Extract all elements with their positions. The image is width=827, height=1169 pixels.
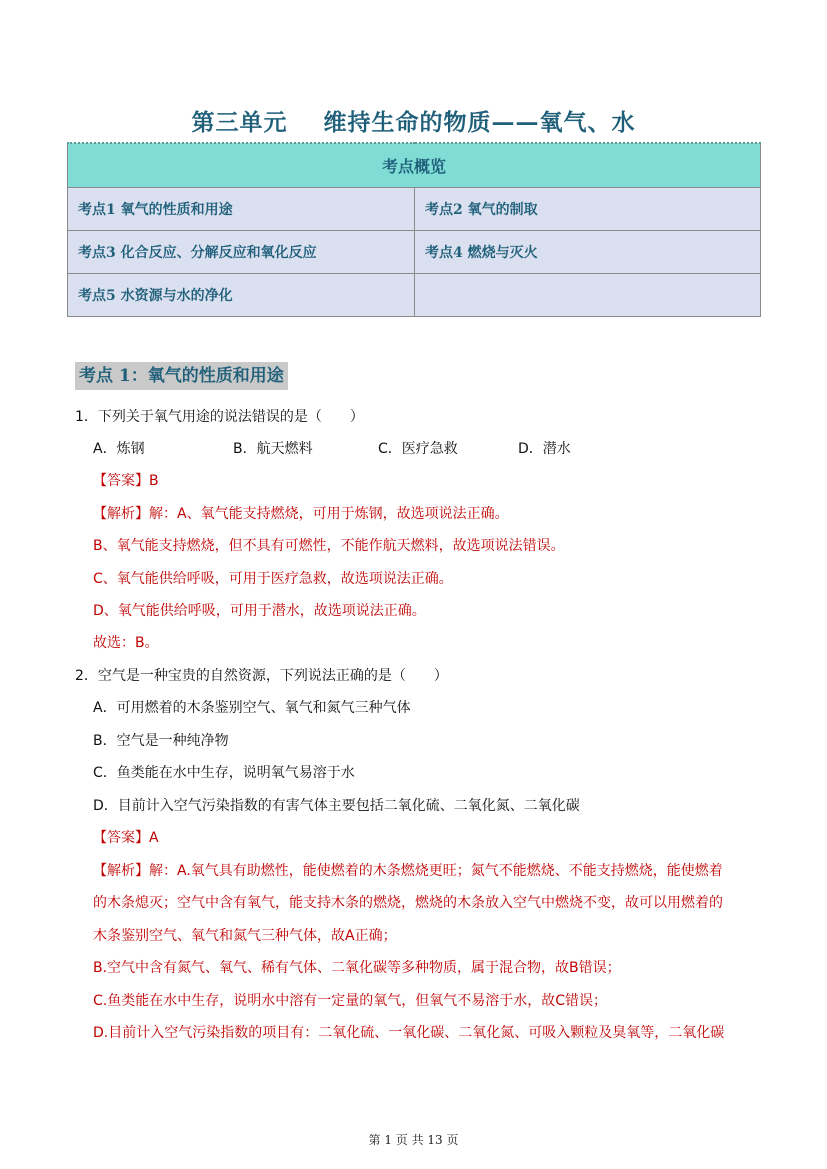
overview-item: 考点1 氧气的性质和用途 [68, 188, 415, 231]
answer-label: 【答案】A [93, 830, 159, 846]
overview-item: 考点2 氧气的制取 [415, 188, 761, 231]
analysis-line: 【解析】解：A.氧气具有助燃性，能使燃着的木条燃烧更旺；氮气不能燃烧、不能支持燃烧，能使燃着 [93, 863, 723, 879]
option-d: D．目前计入空气污染指数的有害气体主要包括二氧化硫、二氧化氮、二氧化碳 [93, 798, 580, 814]
overview-empty-cell [415, 274, 761, 317]
page-title [0, 104, 827, 137]
overview-table [67, 142, 761, 317]
analysis-line: 木条鉴别空气、氧气和氮气三种气体，故A正确； [93, 928, 397, 944]
option-b: B．航天燃料 [233, 441, 313, 457]
analysis-line: D.目前计入空气污染指数的项目有：二氧化硫、一氧化碳、二氧化氮、可吸入颗粒及臭氧等，二氧化碳 [93, 1025, 725, 1041]
overview-item: 考点3 化合反应、分解反应和氧化反应 [68, 231, 415, 274]
unit-topic: 维持生命的物质——氧气、水 [323, 109, 636, 136]
analysis-line: 的木条熄灭；空气中含有氧气，能支持木条的燃烧，燃烧的木条放入空气中燃烧不变，故可以用燃着的 [93, 895, 723, 911]
analysis-line: C.鱼类能在水中生存，说明水中溶有一定量的氧气，但氧气不易溶于水，故C错误； [93, 993, 607, 1009]
option-c: C．医疗急救 [378, 441, 458, 457]
analysis-conclusion: 故选：B。 [93, 635, 159, 651]
answer-label: 【答案】B [93, 473, 159, 489]
option-d: D．潜水 [518, 441, 571, 457]
analysis-line: B、氧气能支持燃烧，但不具有可燃性，不能作航天燃料，故选项说法错误。 [93, 538, 565, 554]
overview-item: 考点4 燃烧与灭火 [415, 231, 761, 274]
section-heading: 考点 1：氧气的性质和用途 [75, 362, 288, 390]
analysis-line: C、氧气能供给呼吸，可用于医疗急救，故选项说法正确。 [93, 571, 453, 587]
analysis-line: D、氧气能供给呼吸，可用于潜水，故选项说法正确。 [93, 603, 426, 619]
question-stem: 2．空气是一种宝贵的自然资源，下列说法正确的是（ ） [75, 668, 448, 684]
option-a: A．可用燃着的木条鉴别空气、氧气和氮气三种气体 [93, 700, 411, 716]
option-a: A．炼钢 [93, 441, 145, 457]
overview-item: 考点5 水资源与水的净化 [68, 274, 415, 317]
page-number: 第 1 页 共 13 页 [368, 1133, 459, 1147]
unit-label: 第三单元 [191, 109, 288, 136]
option-c: C．鱼类能在水中生存，说明氧气易溶于水 [93, 765, 355, 781]
question-stem: 1．下列关于氧气用途的说法错误的是（ ） [75, 409, 364, 425]
option-b: B．空气是一种纯净物 [93, 733, 229, 749]
question-options [93, 439, 693, 459]
analysis-line: 【解析】解：A、氧气能支持燃烧，可用于炼钢，故选项说法正确。 [93, 506, 509, 522]
overview-header: 考点概览 [68, 143, 761, 188]
analysis-line: B.空气中含有氮气、氧气、稀有气体、二氧化碳等多种物质，属于混合物，故B错误； [93, 960, 621, 976]
